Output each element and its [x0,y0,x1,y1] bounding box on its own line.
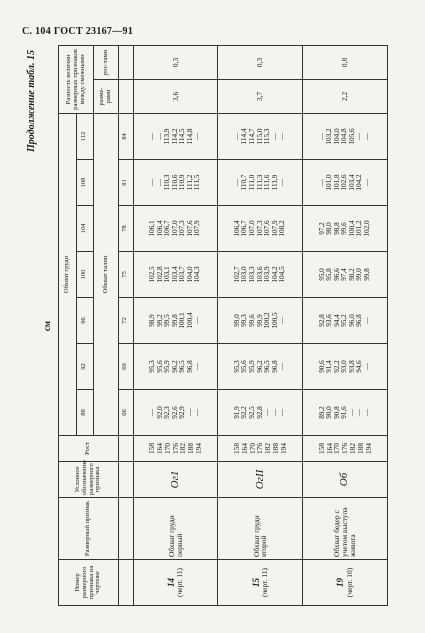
item-ref: (черт. 11) [260,568,270,598]
rotated-table-area [22,46,392,606]
item-ref: (черт. 10) [344,567,354,598]
designation-symbol: Oг1 [133,462,218,498]
waist-value: 78 [119,206,134,252]
table-row [303,45,388,605]
item-number: 14 [165,578,176,587]
header-row-4 [119,45,134,605]
value-column: 95,3 95,6 95,9 96,2 96,5 96,8 — [133,344,218,390]
designation-symbol: Oб [303,462,388,498]
value-column: — — 113,9 114,2 114,5 114,8 — [133,113,218,159]
value-column: 97,2 98,0 98,8 99,6 100,4 101,2 102,0 [303,206,388,252]
designation-symbol: OгII [218,462,303,498]
header-row-1 [59,45,77,605]
table-row [218,45,303,605]
waist-value: 75 [119,252,134,298]
value-column: 92,8 93,6 94,4 95,2 96,0 96,8 — [303,298,388,344]
chest-value: 112 [76,113,94,159]
value-column: 95,3 95,6 95,9 96,2 96,5 96,8 — [218,344,303,390]
chest-value: 104 [76,206,94,252]
height-values: 158 164 170 176 182 188 194 [133,436,218,462]
value-column: — 101,0 101,8 102,6 103,4 104,2 — [303,160,388,206]
feature-name: Обхват груди первый [133,498,218,560]
value-column: 106,4 106,7 107,0 107,3 107,6 107,9 108,2 [218,206,303,252]
value-column: 89,2 90,0 90,8 91,6 — — — [303,390,388,436]
value-column: — 92,0 92,3 92,6 92,9 — — [133,390,218,436]
hdr-waist: Обхват талии [94,113,119,435]
height-values: 158 164 170 176 182 188 194 [303,436,388,462]
hdr-difference: Разность величин размерных признаков между смежными [59,45,94,113]
value-column: 106,1 106,4 106,7 107,0 107,3 107,6 107,9 [133,206,218,252]
hdr-chest: Обхват груди [59,113,77,435]
waist-value: 69 [119,344,134,390]
hdr-designation: Условное обозначение размерного признака [59,462,119,498]
continuation-title: Продолжение табл. 15 [26,50,37,153]
hdr-item-no: Номер размерного признака на чертеже [59,560,119,606]
value-column: 102,5 102,8 103,1 103,4 103,7 104,0 104,3 [133,252,218,298]
value-column: 91,9 92,2 92,5 92,8 — — — [218,390,303,436]
height-values: 158 164 170 176 182 188 194 [218,436,303,462]
diff-size-value: 2,2 [303,79,388,113]
hdr-blank [119,45,134,79]
hdr-blank [119,79,134,113]
diff-height-value: 0,3 [133,45,218,79]
hdr-diff-sizes: разме-рами [94,79,119,113]
hdr-feature: Размерный признак [59,498,119,560]
hdr-blank [119,560,134,606]
value-column: 99,0 99,3 99,6 99,9 100,2 100,5 — [218,298,303,344]
waist-value: 72 [119,298,134,344]
hdr-height: Рост [59,436,119,462]
unit-label: см [42,320,52,332]
value-column: 102,7 103,0 103,3 103,6 103,9 104,2 104,5 [218,252,303,298]
item-number: 15 [250,578,261,587]
chest-value: 92 [76,344,94,390]
item-ref: (черт. 11) [175,568,185,598]
diff-height-value: 0,8 [303,45,388,79]
chest-value: 88 [76,390,94,436]
hdr-diff-heights: рос-тами [94,45,119,79]
chest-value: 96 [76,298,94,344]
item-number-cell [303,560,388,606]
value-column: — — 110,3 110,6 110,9 111,2 111,5 [133,160,218,206]
diff-size-value: 3,6 [133,79,218,113]
chest-value: 100 [76,252,94,298]
chest-value: 108 [76,160,94,206]
diff-size-value: 3,7 [218,79,303,113]
waist-value: 81 [119,160,134,206]
value-column: — 110,7 111,0 111,3 111,6 111,9 — [218,160,303,206]
waist-value: 66 [119,390,134,436]
value-column: 98,9 99,2 99,5 99,8 100,1 100,4 — [133,298,218,344]
value-column: 90,6 91,4 92,2 93,0 93,8 94,6 — [303,344,388,390]
feature-name: Обхват груди второй [218,498,303,560]
value-column: — 114,4 114,7 115,0 115,3 — — [218,113,303,159]
waist-value: 84 [119,113,134,159]
hdr-blank [119,462,134,498]
item-number-cell [133,560,218,606]
measurement-table [58,45,388,606]
value-column: 95,0 95,8 96,6 97,4 98,2 99,0 99,8 [303,252,388,298]
hdr-blank [119,436,134,462]
table-row [133,45,218,605]
hdr-blank [119,498,134,560]
item-number-cell [218,560,303,606]
page-header: С. 104 ГОСТ 23167—91 [22,26,134,37]
diff-height-value: 0,3 [218,45,303,79]
value-column: — 103,2 104,0 104,8 105,6 — — [303,113,388,159]
item-number: 19 [335,578,346,587]
feature-name: Обхват бедер с учетом выступа живота [303,498,388,560]
